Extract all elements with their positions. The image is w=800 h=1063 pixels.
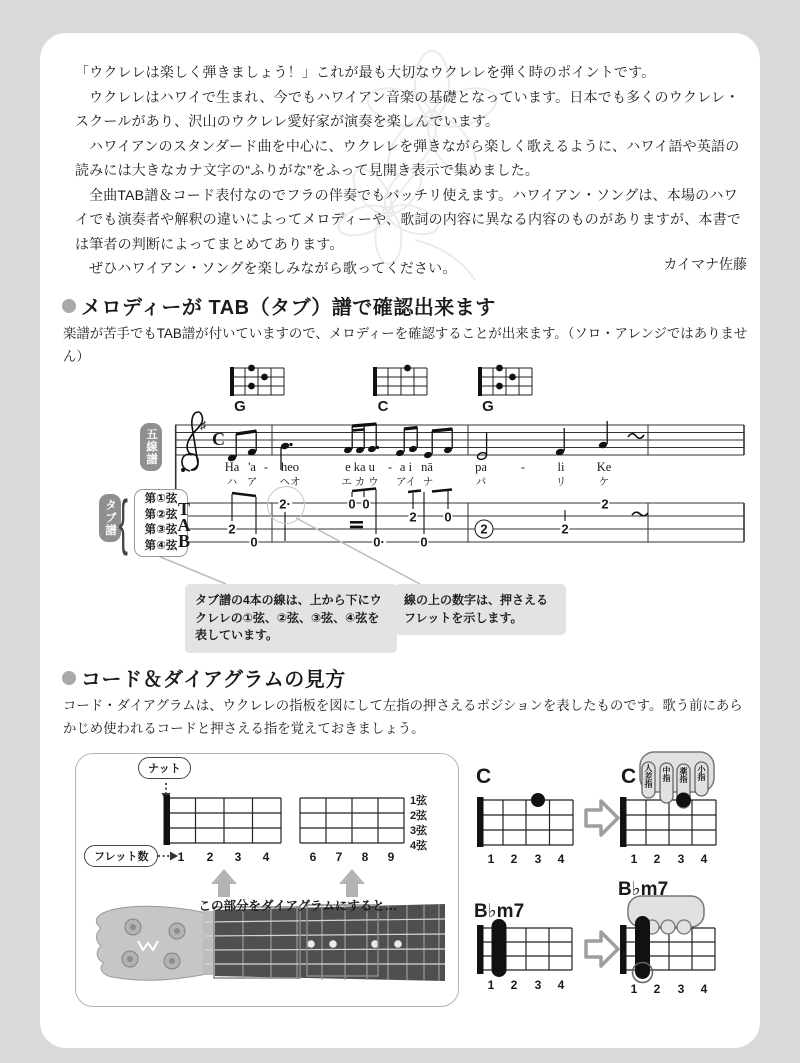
intro-paragraph: 全曲TAB譜＆コード表付なのでフラの伴奏でもバッチリ使えます。ハワイアン・ソングは、本場のハワイでも演奏者や解釈の違いによってメロディーや、歌詞の内容に異なる内容のものがありますが、本書では筆者の判断によってまとめてあります。 [75, 186, 741, 252]
lyric-syllable: - [520, 460, 526, 474]
lyric-syllable: li [557, 460, 565, 474]
fret-number: 1 [487, 978, 495, 992]
tab-number: 2· [279, 496, 291, 512]
section-title-diagram [62, 663, 346, 692]
bbm7-chord-diagram-plain [477, 919, 572, 977]
fret-number: 4 [700, 852, 708, 866]
fret-number: 3 [234, 850, 242, 864]
fret-number: 9 [387, 850, 395, 864]
fret-number: 1 [487, 852, 495, 866]
chord-label: G [482, 398, 494, 415]
section-bullet-icon [62, 299, 76, 313]
tab-number: 0 [420, 534, 428, 550]
lyric-kana: ケ [598, 476, 610, 488]
callout-tab-lines: タブ譜の4本の線は、上から下にウクレレの①弦、②弦、③弦、④弦を表しています。 [185, 584, 397, 653]
finger-label-middle: 中指 [662, 766, 671, 782]
lyric-syllable: e ka u [345, 460, 375, 474]
fret-number: 6 [309, 850, 317, 864]
lyric-kana: アイ [395, 476, 417, 488]
lyric-kana: エ カ ウ [341, 476, 379, 488]
section-title-tab [62, 291, 496, 320]
fret-number: 4 [557, 978, 565, 992]
fret-number: 2 [653, 852, 661, 866]
fret-number: 1 [630, 982, 638, 996]
lyric-kana: ナ [422, 476, 434, 488]
fret-number: 3 [534, 978, 542, 992]
tab-word: TAB [174, 499, 194, 547]
lyric-kana: リ [555, 476, 567, 488]
staff-badge: 五線譜 [140, 423, 162, 471]
fret-number: 7 [335, 850, 343, 864]
string-label: 第④弦 [144, 539, 178, 552]
tab-number: 0 [444, 509, 452, 524]
fret-number: 2 [653, 982, 661, 996]
fret-number: 8 [361, 850, 369, 864]
tab-staff [175, 503, 744, 542]
tab-number: 2 [409, 509, 417, 524]
section-title-text: コード＆ダイアグラムの見方 [81, 669, 346, 691]
fret-number: 4 [557, 852, 565, 866]
chord-name-bbm7: B♭m7 [618, 879, 669, 900]
lyric-syllable: heo [280, 460, 300, 474]
string-name: 1弦 [410, 795, 428, 807]
fret-number: 4 [700, 982, 708, 996]
author-name: カイマナ佐藤 [663, 256, 747, 272]
intro-paragraph: ウクレレはハワイで生まれ、今でもハワイアン音楽の基礎となっています。日本でも多くのウクレレ・スクールがあり、沢山のウクレレ愛好家が演奏を楽しんでいます。 [75, 88, 740, 129]
lyric-kana: ヘオ [279, 476, 301, 488]
brace-icon: { [118, 486, 129, 557]
diagram-explain-box [75, 753, 459, 1007]
c-chord-diagram-plain [477, 793, 573, 847]
fret-number: 3 [534, 852, 542, 866]
lyric-syllable: Ha [224, 460, 240, 474]
finger-label-pinky: 小指 [697, 765, 706, 781]
section-title-text: メロディーが TAB（タブ）譜で確認出来ます [81, 297, 496, 319]
lyric-syllable: a i [399, 460, 413, 474]
lyric-syllable: - [263, 460, 269, 474]
string-label: 第③弦 [144, 524, 178, 536]
fret-number: 2 [510, 852, 518, 866]
c-chord-diagram-fingered [620, 797, 716, 847]
lyric-syllable: - [387, 460, 393, 474]
lyric-syllable: pa [475, 460, 487, 474]
fret-number: 3 [677, 852, 685, 866]
diagram-caption: この部分をダイアグラムにすると… [198, 899, 398, 913]
section-diagram-desc: コード・ダイアグラムは、ウクレレの指板を図にして左指の押さえるポジションを表したものです。歌う前にあらかじめ使われるコードと押さえる指を覚えておきましょう。 [63, 698, 743, 736]
nut-label: ナット [138, 757, 191, 779]
lyric-syllable: 'a [248, 460, 256, 474]
string-label: 第②弦 [144, 508, 178, 521]
music-staff [175, 425, 744, 542]
fret-number: 3 [677, 982, 685, 996]
time-signature: C [212, 429, 225, 449]
lyric-kana: ハ [226, 476, 238, 488]
lyric-kana: ア [246, 476, 258, 488]
intro-text [75, 60, 749, 281]
string-name: 2弦 [410, 810, 428, 822]
fret-number: 2 [510, 978, 518, 992]
chord-label: G [234, 398, 246, 415]
intro-paragraph: ぜひハワイアン・ソングを楽しみながら歌ってください。 [89, 260, 457, 276]
tab-number-circled: 2 [475, 520, 494, 539]
tab-number: 2 [601, 496, 609, 511]
tab-number: 2 [228, 521, 236, 537]
fret-number: 4 [262, 850, 270, 864]
fret-number: 1 [630, 852, 638, 866]
mini-chord-grids [230, 365, 532, 396]
string-label: 第①弦 [144, 493, 178, 505]
section-bullet-icon [62, 671, 76, 685]
fret-number: 1 [177, 850, 185, 864]
tab-number: 0 [362, 496, 370, 511]
fret-count-label: フレット数 [84, 845, 158, 867]
tab-badge: タブ譜 [99, 494, 121, 542]
string-name: 4弦 [410, 840, 428, 852]
chord-name-c: C [476, 765, 492, 788]
lyric-syllable: Ke [596, 460, 612, 474]
callout-connectors [158, 518, 420, 584]
finger-label-index: 人差指 [644, 764, 653, 788]
chord-label: C [377, 398, 389, 415]
tab-number: 0 [250, 534, 258, 550]
callout-tab-numbers: 線の上の数字は、押さえるフレットを示します。 [394, 584, 566, 635]
right-arrow-icon [586, 801, 618, 835]
intro-paragraph: ハワイアンのスタンダード曲を中心に、ウクレレを弾きながら楽しく歌えるように、ハワイ語や英語の読みには大きなカナ文字の“ふりがな”をふって見開き表示で集めました。 [75, 137, 740, 178]
lyric-kana: パ [475, 476, 487, 488]
tab-number: 0· [373, 534, 385, 550]
tab-number: 2 [561, 521, 569, 537]
lyric-syllable: nā [421, 460, 433, 474]
intro-paragraph: 「ウクレレは楽しく弾きましょう！」これが最も大切なウクレレを弾く時のポイントです。 [75, 64, 656, 80]
chord-name-bbm7: B♭m7 [474, 901, 525, 922]
section-tab-desc: 楽譜が苦手でもTAB譜が付いていますので、メロディーを確認することが出来ます。（ソロ・アレンジではありません） [63, 326, 748, 364]
fret-number: 2 [206, 850, 214, 864]
chord-name-c: C [621, 765, 637, 788]
key-signature-sharp: ♯ [200, 418, 206, 432]
finger-label-ring: 薬指 [679, 767, 688, 783]
string-name: 3弦 [410, 825, 428, 837]
right-arrow-icon-2 [586, 932, 618, 966]
tab-number: 0 [348, 496, 356, 511]
